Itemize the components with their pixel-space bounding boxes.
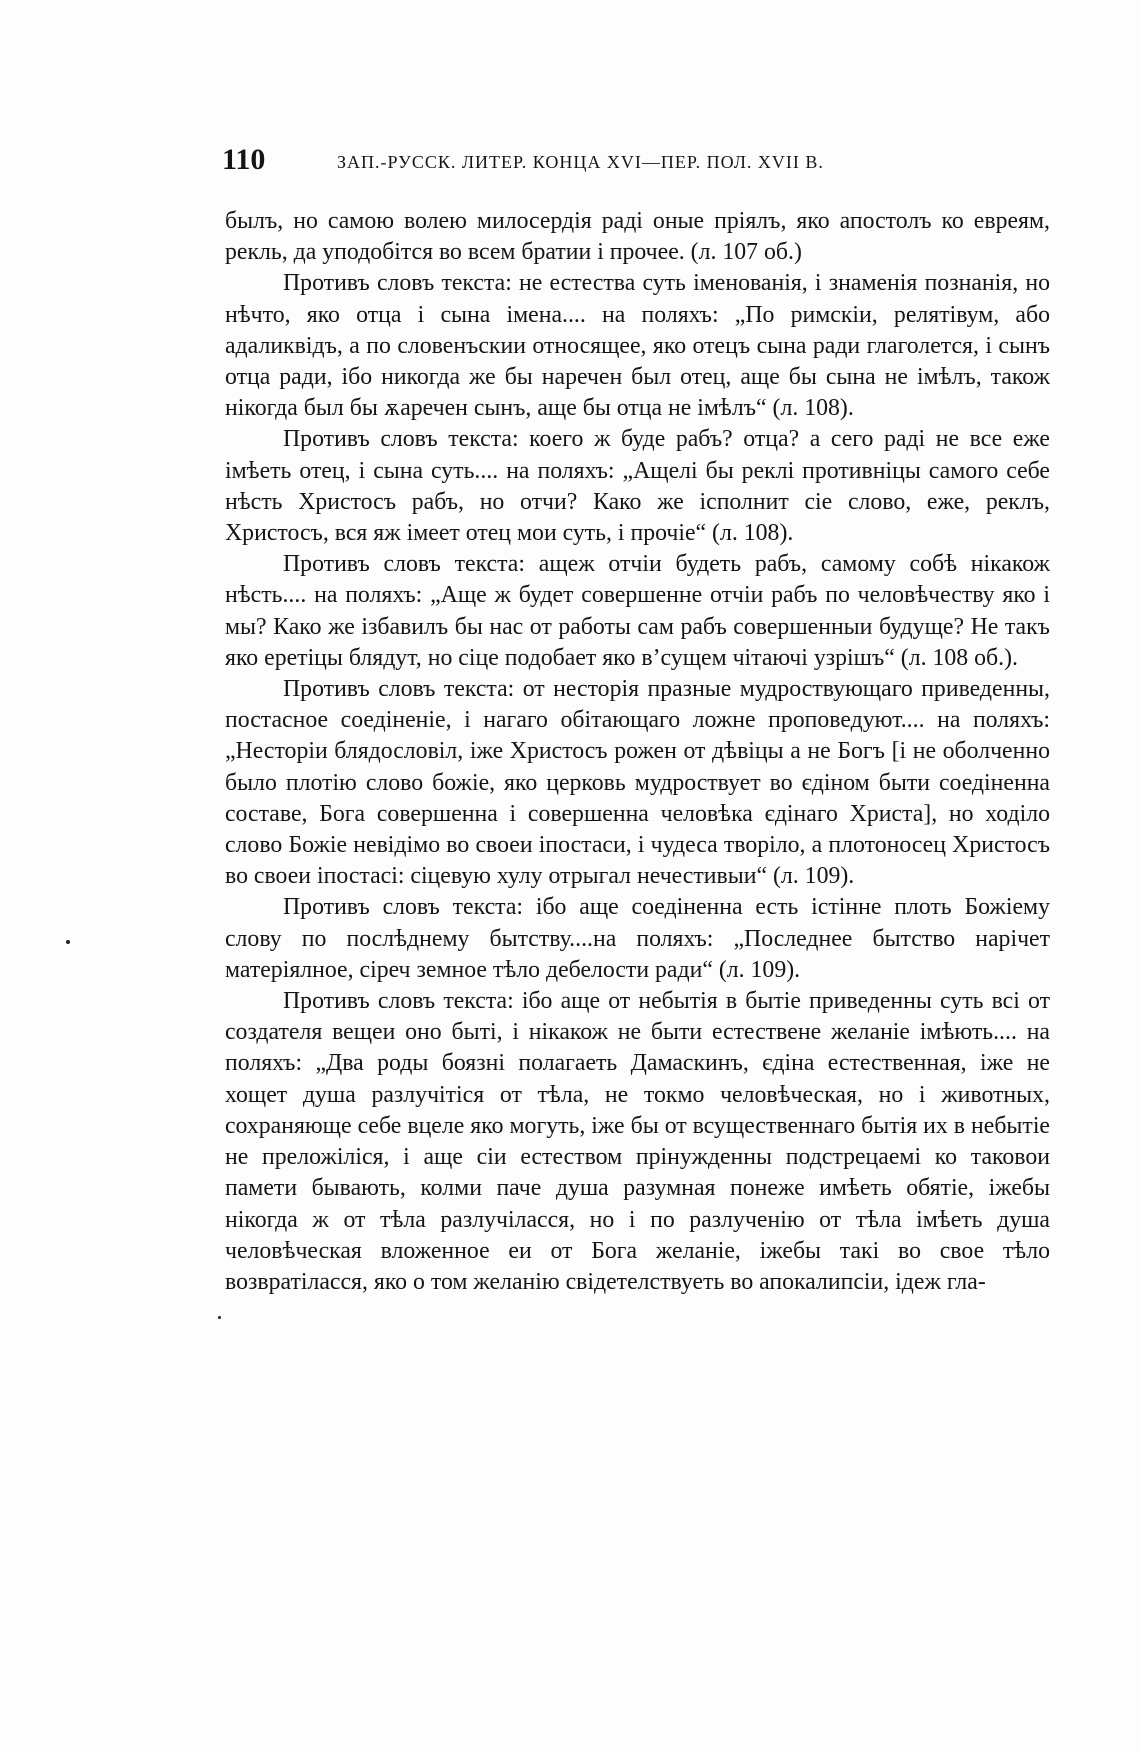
paragraph: Противъ словъ текста: от несторія празные мудроствующаго приведенны, постасное соедіненіе, і нагаго обітающаго ложне проповедуют.... на поляхъ: „Несторіи блядословіл, іже Христосъ рожен от дѣвіцы а не Богъ [і не оболченно было плотію слово божіе, яко церковь мудроствует во єдіном быти соедіненна составе, Бога совершенна і совершенна человѣка єдінаго Христа], но ходіло слово Божіе невідімо во своеи іпостаси, і чудеса творіло, а плотоносец Христосъ во своеи іпостасі: сіцевую хулу отрыгал нечестивыи“ (л. 109). bbox=[225, 676, 1050, 890]
paragraph: Противъ словъ текста: ібо аще соедіненна есть істінне плоть Божіему слову по послѣднему бытству....на поляхъ: „Последнее бытство нарічет матерiялное, сіреч земное тѣло дебелости ради“ (л. 109). bbox=[225, 894, 1050, 983]
page-header bbox=[222, 140, 922, 180]
paragraph-continued: былъ, но самою волею милосердія раді оные пріялъ, яко апостолъ ко евреям, рекль, да уподобітся во всем братии і прочее. (л. 107 об.) bbox=[225, 208, 1050, 266]
main-text bbox=[225, 206, 1050, 1298]
page-number: 110 bbox=[222, 143, 266, 176]
margin-ink-spot bbox=[218, 1316, 221, 1319]
paragraph: Противъ словъ текста: коего ж буде рабъ? отца? а сего раді не все еже імѣеть отец, і сына суть.... на поляхъ: „Ащелі бы реклі противніцы самого себе нѣсть Христосъ рабъ, но отчи? Како же ісполнит сіе слово, еже, реклъ, Христосъ, вся яж імеет отец мои суть, і прочіе“ (л. 108). bbox=[225, 426, 1050, 547]
paragraph: Противъ словъ текста: ібо аще от небытія в бытіе приведенны суть всі от создателя вещеи оно быті, і нікакож не быти естествене желаніе імѣють.... на поляхъ: „Два роды боязні полагаеть Дамаскинъ, єдіна естественная, іже не хощет душа разлучітіся от тѣла, не токмо человѣческая, но і животных, сохраняюще себе вцеле яко могуть, іже бы от всущественнаго бытія их в небытіе не преложіліся, і аще сіи естеством прінужденны подстрецаемі ко таковои памети бывають, колми паче душа разумная понеже имѣеть обятіе, іжебы нікогда ж от тѣла разлучіласся, но і по разлученію от тѣла імѣеть душа человѣческая вложенное еи от Бога желаніе, іжебы такі во свое тѣло возвратіласся, яко о том желанію свідетелствуеть во апокалипсіи, ідеж гла- bbox=[225, 988, 1050, 1295]
paragraph: Противъ словъ текста: не естества суть іменованія, і знаменія познанія, но нѣчто, яко отца і сына імена.... на поляхъ: „По римскіи, релятівум, або адаликвідъ, а по словенъскии относящее, яко отецъ сына ради глаголется, і сынъ отца ради, ібо никогда же бы наречен был отец, аще бы сына не імѣлъ, також нікогда был бы ѫаречен сынъ, аще бы отца не імѣлъ“ (л. 108). bbox=[225, 270, 1050, 422]
margin-ink-spot bbox=[66, 940, 70, 944]
paragraph: Противъ словъ текста: ащеж отчіи будеть рабъ, самому собѣ нікакож нѣсть.... на поляхъ: „Аще ж будет совершенне отчіи рабъ по человѣчеству яко і мы? Како же ізбавилъ бы нас от работы сам рабъ совершенныи будуще? Не такъ яко еретіцы блядут, но сіце подобает яко в’сущем чітаючі узрішъ“ (л. 108 об.). bbox=[225, 551, 1050, 671]
running-title: ЗАП.-РУССК. ЛИТЕР. КОНЦА XVI—ПЕР. ПОЛ. XVII В. bbox=[337, 152, 824, 172]
